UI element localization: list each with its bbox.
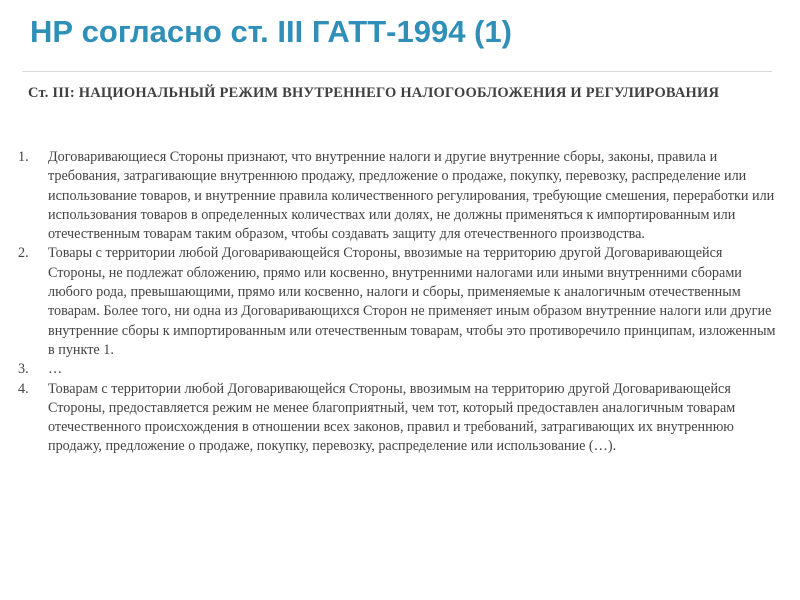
- section-heading: Ст. III: НАЦИОНАЛЬНЫЙ РЕЖИМ ВНУТРЕННЕГО НАЛОГООБЛОЖЕНИЯ И РЕГУЛИРОВАНИЯ: [28, 85, 720, 101]
- list-item-text: Договаривающиеся Стороны признают, что внутренние налоги и другие внутренние сборы, законы, правила и требования, затрагивающие внутреннюю продажу, предложение о продаже, покупку, перевозку, распределение или использование товаров, и внутренние правила количественного регулирования, требующие смешения, переработки или использования товаров в определенных количествах или долях, не должны применяться к импортированным или отечественным товарам таким образом, чтобы создавать защиту для отечественного производства.: [48, 149, 775, 243]
- list-item: [18, 244, 780, 360]
- list-item-number: 3.: [18, 361, 29, 378]
- list-item-number: 4.: [18, 380, 29, 397]
- list-item-number: 2.: [18, 245, 29, 262]
- list-item-text: Товарам с территории любой Договаривающейся Стороны, ввозимым на территорию другой Договаривающейся Стороны, предоставляется режим не менее благоприятный, чем тот, который предоставлен аналогичным товарам отечественного происхождения в отношении всех законов, правил и требований, затрагивающих их внутреннюю продажу, предложение о продаже, покупку, перевозку, распределение или использование (…).: [48, 380, 736, 455]
- title-divider: [22, 71, 772, 72]
- list-item-number: 1.: [18, 149, 29, 165]
- list-item-text: …: [48, 361, 63, 378]
- list-item-text: Товары с территории любой Договаривающейся Стороны, ввозимые на территорию другой Договаривающейся Стороны, не подлежат обложению, прямо или косвенно, внутренними налогами или иными внутренними сборами любого рода, превышающими, прямо или косвенно, налоги и сборы, применяемые к аналогичным отечественным товарам. Более того, ни одна из Договаривающихся Сторон не применяет иным образом внутренние налоги или другие внутренние сборы к импортированным или отечественным товарам, чтобы это противоречило принципам, изложенным в пункте 1.: [48, 245, 776, 358]
- list-item: [18, 148, 780, 244]
- list-item: [18, 360, 780, 379]
- list-item: [18, 380, 780, 457]
- slide-title: НР согласно ст. III ГАТТ-1994 (1): [30, 14, 512, 49]
- article-paragraph-list: [18, 148, 780, 457]
